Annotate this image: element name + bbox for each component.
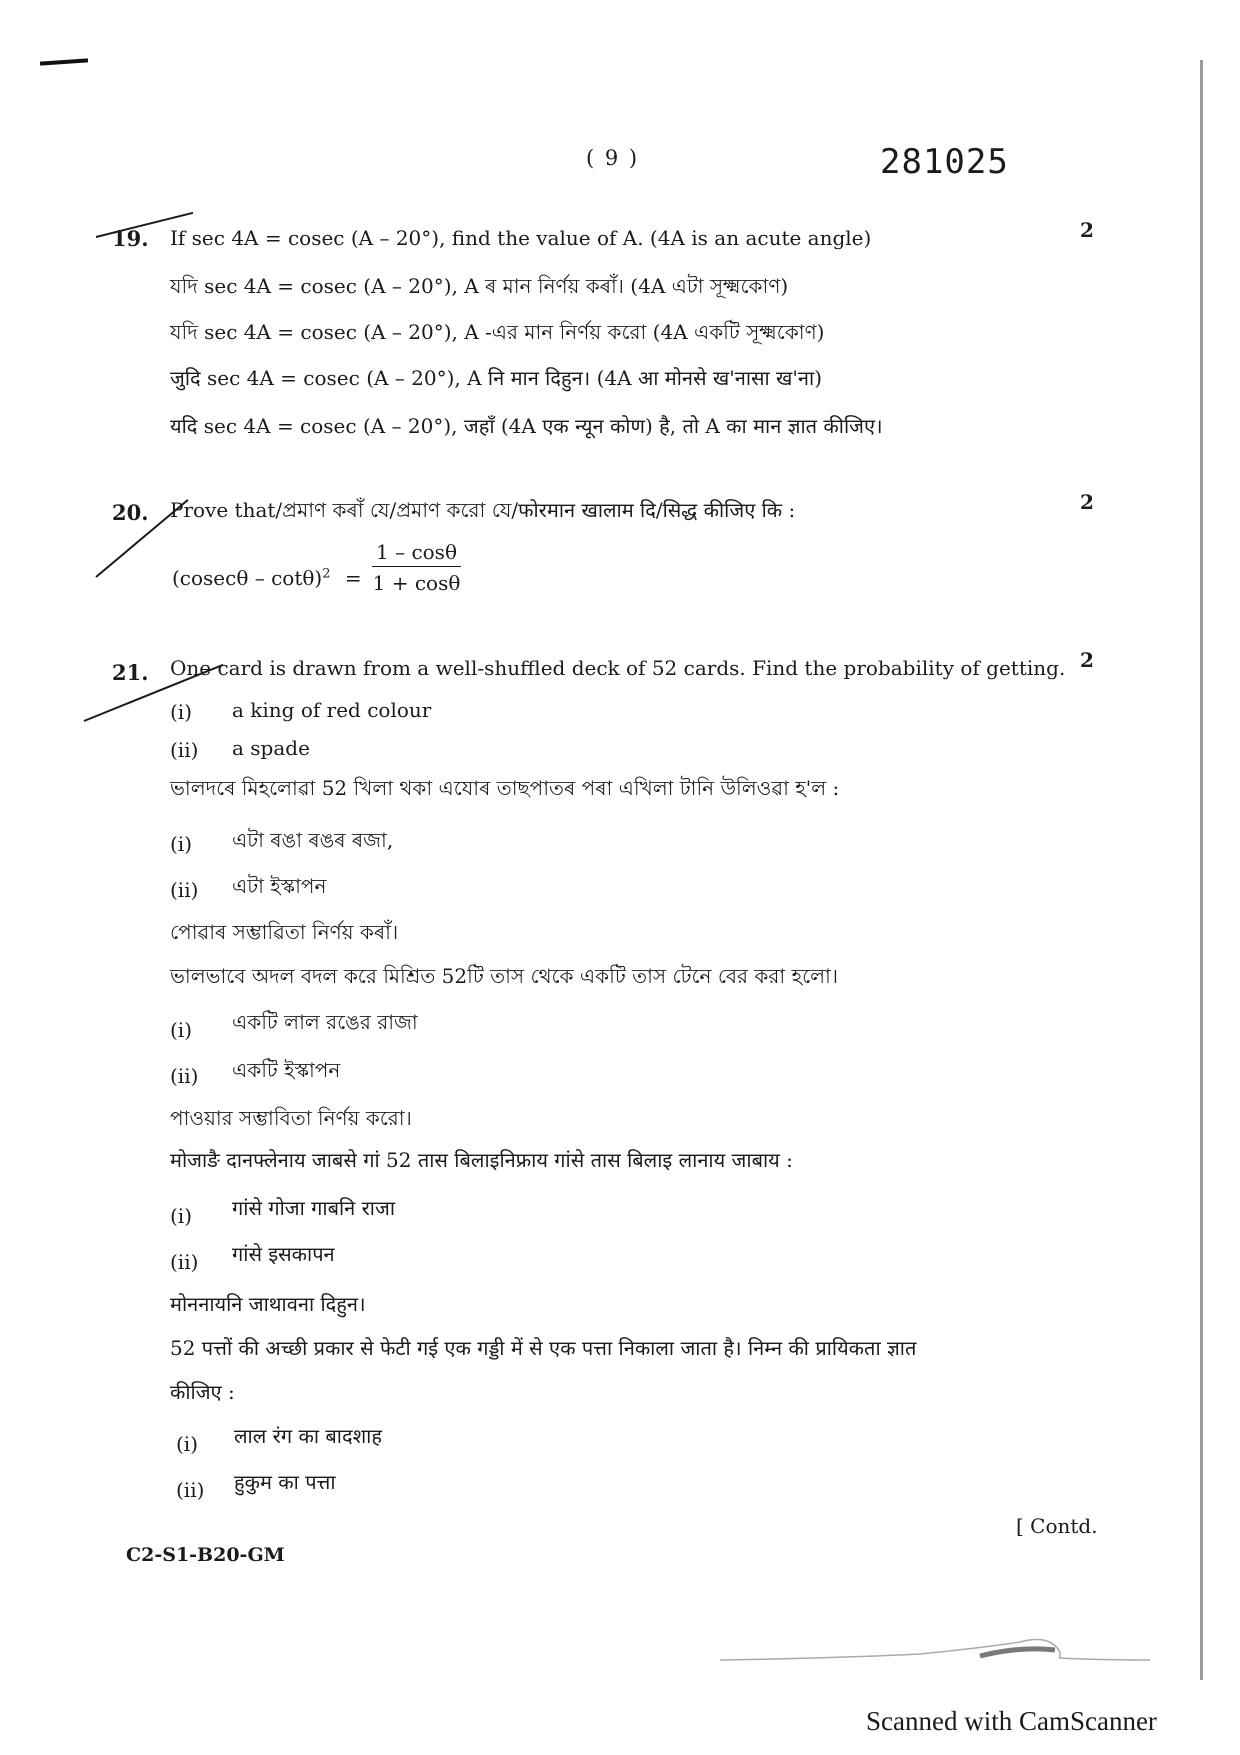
bodo-intro: मोजाङै दानफ्लेनाय जाबसे गां 52 तास बिलाइनिफ्राय गांसे तास बिलाइ लानाय जाबाय : <box>170 1148 793 1172</box>
assamese-part-ii-label: (ii) <box>170 878 199 902</box>
hindi-part-ii-label: (ii) <box>176 1478 205 1502</box>
assamese-part-i-label: (i) <box>170 832 193 856</box>
question-19-bodo: जुदि sec 4A = cosec (A – 20°), A नि मान दिहुन। (4A आ मोनसे ख'नासा ख'ना) <box>170 366 822 390</box>
question-19-assamese: যদি sec 4A = cosec (A – 20°), A ৰ মান নিৰ্ণয় কৰাঁ। (4A এটা সূক্ষ্মকোণ) <box>170 274 789 298</box>
question-19-number: 19. <box>112 226 149 251</box>
question-19-marks: 2 <box>1080 218 1094 242</box>
fraction-denominator: 1 + cosθ <box>372 571 461 595</box>
scanner-watermark: Scanned with CamScanner <box>866 1706 1157 1736</box>
assamese-outro: পোৱাৰ সম্ভাৱিতা নিৰ্ণয় কৰাঁ। <box>170 920 399 944</box>
bengali-part-i-label: (i) <box>170 1018 193 1042</box>
bengali-intro: ভালভাবে অদল বদল করে মিশ্রিত 52টি তাস থেকে একটি তাস টেনে বের করা হলো। <box>170 964 838 988</box>
bodo-part-ii-label: (ii) <box>170 1250 199 1274</box>
bodo-part-ii-text: गांसे इसकापन <box>232 1242 335 1266</box>
scan-mark <box>40 58 88 65</box>
question-19-hindi: यदि sec 4A = cosec (A – 20°), जहाँ (4A एक न्यून कोण) है, तो A का मान ज्ञात कीजिए। <box>170 414 883 438</box>
english-part-i-text: a king of red colour <box>232 698 432 722</box>
equation-lhs <box>172 566 362 590</box>
english-part-ii-label: (ii) <box>170 738 199 762</box>
page-edge <box>1200 60 1203 1680</box>
equation-fraction <box>372 540 461 595</box>
question-21-marks: 2 <box>1080 648 1094 672</box>
bodo-part-i-text: गांसे गोजा गाबनि राजा <box>232 1196 396 1220</box>
bodo-outro: मोननायनि जाथावना दिहुन। <box>170 1292 366 1316</box>
bengali-outro: পাওয়ার সম্ভাবিতা নির্ণয় করো। <box>170 1106 412 1130</box>
hindi-part-i-text: लाल रंग का बादशाह <box>234 1424 382 1448</box>
equation-exponent: 2 <box>322 566 331 582</box>
bengali-part-ii-label: (ii) <box>170 1064 199 1088</box>
serial-code: 281025 <box>880 142 1009 182</box>
question-21-number: 21. <box>112 660 149 685</box>
question-19-bengali: যদি sec 4A = cosec (A – 20°), A -এর মান নির্ণয় করো (4A একটি সূক্ষ্মকোণ) <box>170 320 825 344</box>
assamese-part-i-text: এটা ৰঙা ৰঙৰ ৰজা, <box>232 828 394 852</box>
question-19-english: If sec 4A = cosec (A – 20°), find the value of A. (4A is an acute angle) <box>170 226 872 250</box>
question-20-number: 20. <box>112 500 149 525</box>
question-20-text: Prove that/প্ৰমাণ কৰাঁ যে/প্রমাণ করো যে/फोरमान खालाम दि/सिद्ध कीजिए कि : <box>170 498 796 522</box>
scan-smudge <box>720 1624 1150 1664</box>
question-21-english: One card is drawn from a well-shuffled deck of 52 cards. Find the probability of getting. <box>170 656 1066 680</box>
continued-marker: [ Contd. <box>1016 1514 1098 1538</box>
bengali-part-i-text: একটি লাল রঙের রাজা <box>232 1010 418 1034</box>
equation-lhs-base: (cosecθ – cotθ) <box>172 566 323 590</box>
paper-code: C2-S1-B20-GM <box>126 1544 285 1566</box>
hindi-part-i-label: (i) <box>176 1432 199 1456</box>
assamese-intro: ভালদৰে মিহলোৱা 52 খিলা থকা এযোৰ তাছপাতৰ পৰা এখিলা টানি উলিওৱা হ'ল : <box>170 776 840 800</box>
hindi-part-ii-text: हुकुम का पत्ता <box>234 1470 336 1494</box>
page-number: ( 9 ) <box>586 146 640 170</box>
english-part-ii-text: a spade <box>232 736 310 760</box>
equation-equals: = <box>344 566 362 590</box>
bengali-part-ii-text: একটি ইস্কাপন <box>232 1058 341 1082</box>
question-20-marks: 2 <box>1080 490 1094 514</box>
fraction-numerator: 1 – cosθ <box>372 540 461 567</box>
english-part-i-label: (i) <box>170 700 193 724</box>
hindi-intro-line-2: कीजिए : <box>170 1380 235 1404</box>
assamese-part-ii-text: এটা ইস্কাপন <box>232 874 327 898</box>
hindi-intro-line-1: 52 पत्तों की अच्छी प्रकार से फेटी गई एक गड्डी में से एक पत्ता निकाला जाता है। निम्न की प्रायिकता ज्ञात <box>170 1336 917 1360</box>
bodo-part-i-label: (i) <box>170 1204 193 1228</box>
